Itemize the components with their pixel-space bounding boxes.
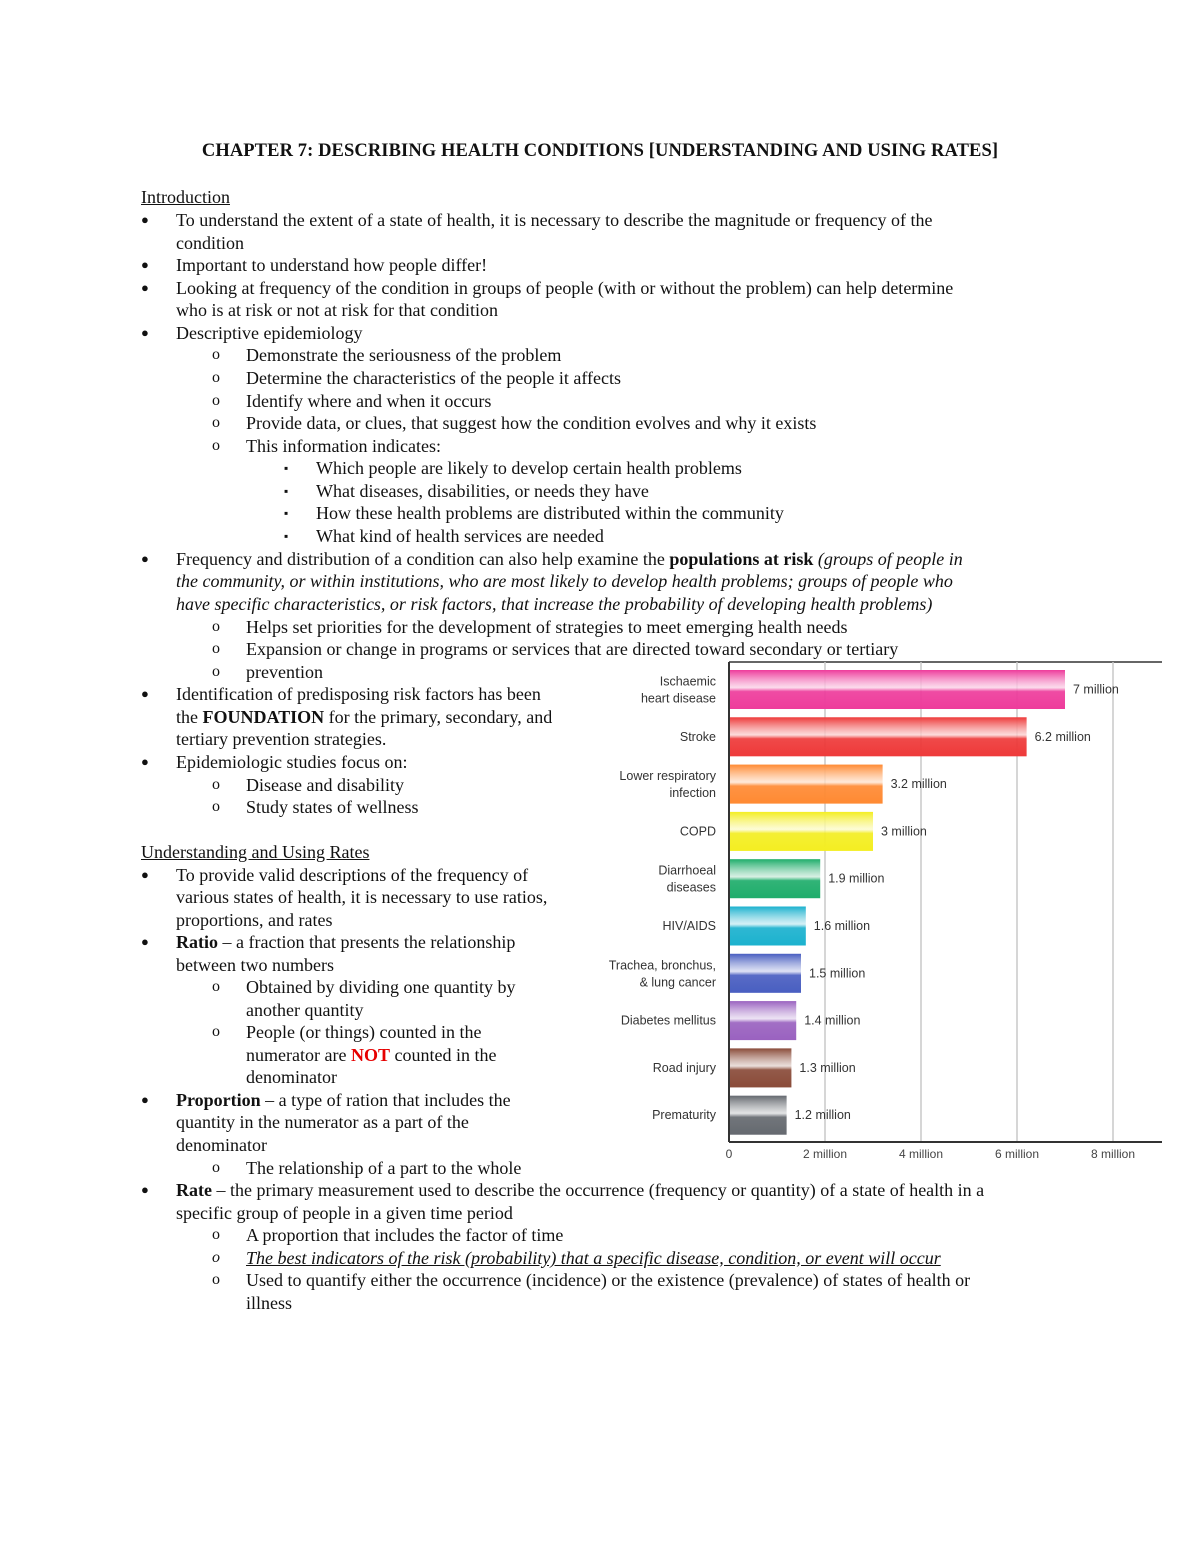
category-label: Lower respiratory [619, 769, 716, 784]
intro-b4-sub: Determine the characteristics of the people it affects [246, 368, 621, 388]
not-emphasis: NOT [350, 1045, 390, 1065]
intro-b5-sub: prevention [246, 662, 323, 682]
ratio-sub2-text: numerator are [246, 1045, 351, 1065]
bar-value-label: 1.9 million [828, 871, 885, 886]
sub-bullet-icon: o [212, 1249, 220, 1266]
intro-b4: Descriptive epidemiology [176, 323, 363, 343]
rate-sub3-line1: Used to quantify either the occurrence (incidence) or the existence (prevalence) of states of health or [246, 1270, 971, 1290]
sub-bullet-icon: o [212, 346, 220, 363]
category-label: Diarrhoeal [658, 863, 716, 878]
intro-b5-text: Frequency and distribution of a condition can also help examine the [176, 549, 670, 569]
bar-tint [729, 812, 873, 851]
intro-b7-sub: Study states of wellness [246, 797, 419, 817]
square-bullet-icon: ▪ [284, 484, 289, 498]
sub-bullet-icon: o [212, 663, 220, 680]
sub-bullet-icon: o [212, 618, 220, 635]
bar-value-label: 7 million [1073, 682, 1119, 697]
category-label: Prematurity [652, 1108, 716, 1123]
causes-of-death-bar-chart [596, 658, 1170, 1168]
x-tick-label: 4 million [898, 1147, 944, 1161]
page-title: CHAPTER 7: DESCRIBING HEALTH CONDITIONS [UNDERSTANDING AND USING RATES] [201, 141, 999, 161]
bar-tint [729, 907, 806, 946]
x-tick-label: 6 million [994, 1147, 1040, 1161]
intro-b4-sub: This information indicates: [246, 436, 441, 456]
ratio-sub1-line2: another quantity [246, 1000, 364, 1020]
ratio-text: – a fraction that presents the relationship [218, 932, 516, 952]
bar-value-label: 1.2 million [794, 1108, 851, 1123]
bullet-icon: ● [141, 934, 149, 949]
proportion-line3: denominator [176, 1135, 267, 1155]
proportion-line2: quantity in the numerator as a part of the [176, 1112, 469, 1132]
ratio-sub2-line3: denominator [246, 1067, 337, 1087]
sub-bullet-icon: o [212, 1226, 220, 1243]
bullet-icon: ● [141, 551, 149, 566]
bullet-icon: ● [141, 1092, 149, 1107]
category-label: & lung cancer [639, 975, 716, 990]
bar-value-label: 1.3 million [799, 1060, 856, 1075]
proportion-text: – a type of ration that includes the [260, 1090, 511, 1110]
category-label: heart disease [640, 691, 716, 706]
bar-tint [729, 765, 883, 804]
sub-bullet-icon: o [212, 1159, 220, 1176]
bar-value-label: 1.4 million [804, 1013, 861, 1028]
ratio-sub2-line1: People (or things) counted in the [246, 1022, 482, 1042]
intro-b6-line3: tertiary prevention strategies. [176, 729, 387, 749]
intro-b5-line1 [176, 548, 963, 571]
square-bullet-icon: ▪ [284, 461, 289, 475]
category-label: infection [669, 786, 716, 801]
intro-b4-subsub: Which people are likely to develop certain health problems [316, 458, 742, 478]
intro-b5-line2: the community, or within institutions, who are most likely to develop health problems; groups of people who [176, 571, 953, 591]
intro-b1-line1: To understand the extent of a state of health, it is necessary to describe the magnitude or frequency of the [176, 210, 933, 230]
ratio-line1 [176, 931, 515, 954]
category-label: HIV/AIDS [662, 919, 716, 933]
square-bullet-icon: ▪ [284, 529, 289, 543]
ratio-sub2-line2 [246, 1044, 496, 1067]
bullet-icon: ● [141, 867, 149, 882]
sub-bullet-icon: o [212, 1023, 220, 1040]
sub-bullet-icon: o [212, 1271, 220, 1288]
rate-line2: specific group of people in a given time period [176, 1203, 513, 1223]
rate-sub1: A proportion that includes the factor of time [246, 1225, 564, 1245]
rate-term: Rate [176, 1180, 212, 1200]
rates-b1-line3: proportions, and rates [176, 910, 333, 930]
sub-bullet-icon: o [212, 392, 220, 409]
bar-value-label: 3.2 million [890, 777, 947, 792]
sub-bullet-icon: o [212, 437, 220, 454]
bullet-icon: ● [141, 686, 149, 701]
intro-b4-sub: Demonstrate the seriousness of the problem [246, 345, 562, 365]
category-label: COPD [679, 824, 716, 839]
intro-b5-italic: (groups of people in [813, 549, 963, 569]
bar-tint [729, 1001, 796, 1040]
rates-b1-line2: various states of health, it is necessary to use ratios, [176, 887, 548, 907]
rate-line1 [176, 1179, 984, 1202]
ratio-term: Ratio [176, 932, 218, 952]
populations-at-risk-term: populations at risk [669, 549, 814, 569]
bar-tint [729, 717, 1027, 756]
ratio-sub2-text: counted in the [389, 1045, 497, 1065]
intro-b4-sub: Identify where and when it occurs [246, 391, 492, 411]
intro-b4-subsub: How these health problems are distributed within the community [316, 503, 784, 523]
bar-value-label: 3 million [881, 824, 927, 839]
rate-sub3-line2: illness [246, 1293, 293, 1313]
sub-bullet-icon: o [212, 978, 220, 995]
category-label: Ischaemic [659, 674, 716, 689]
intro-b5-sub: Expansion or change in programs or services that are directed toward secondary or tertiary [246, 639, 899, 659]
intro-b6-line2 [176, 706, 552, 729]
rate-sub2: The best indicators of the risk (probability) that a specific disease, condition, or event will occur [246, 1248, 941, 1268]
category-label: diseases [666, 880, 716, 895]
x-tick-label: 2 million [802, 1147, 848, 1161]
intro-b4-subsub: What diseases, disabilities, or needs they have [316, 481, 649, 501]
bar-tint [729, 1048, 791, 1087]
bullet-icon: ● [141, 257, 149, 272]
ratio-line2: between two numbers [176, 955, 334, 975]
category-label: Stroke [679, 729, 716, 744]
bar-tint [729, 859, 820, 898]
sub-bullet-icon: o [212, 414, 220, 431]
category-label: Trachea, bronchus, [608, 958, 716, 973]
intro-b6-text: for the primary, secondary, and [324, 707, 553, 727]
bullet-icon: ● [141, 754, 149, 769]
foundation-term: FOUNDATION [202, 707, 325, 727]
intro-heading: Introduction [141, 187, 230, 207]
proportion-sub: The relationship of a part to the whole [246, 1158, 522, 1178]
proportion-line1 [176, 1089, 511, 1112]
sub-bullet-icon: o [212, 369, 220, 386]
bar-tint [729, 1096, 787, 1135]
ratio-sub1-line1: Obtained by dividing one quantity by [246, 977, 516, 997]
bullet-icon: ● [141, 1182, 149, 1197]
intro-b1-line2: condition [176, 233, 244, 253]
intro-b7-sub: Disease and disability [246, 775, 404, 795]
intro-b3-line1: Looking at frequency of the condition in groups of people (with or without the problem) can help determine [176, 278, 954, 298]
sub-bullet-icon: o [212, 798, 220, 815]
intro-b2: Important to understand how people differ! [176, 255, 488, 275]
intro-b6-text: the [176, 707, 203, 727]
intro-b4-subsub: What kind of health services are needed [316, 526, 604, 546]
intro-b5-line3: have specific characteristics, or risk factors, that increase the probability of developing health problems) [176, 594, 933, 614]
bar-value-label: 1.6 million [813, 919, 871, 933]
bullet-icon: ● [141, 325, 149, 340]
bar-value-label: 6.2 million [1034, 729, 1091, 744]
bar-value-label: 1.5 million [809, 966, 866, 981]
rates-heading: Understanding and Using Rates [141, 842, 370, 862]
sub-bullet-icon: o [212, 776, 220, 793]
proportion-term: Proportion [176, 1090, 261, 1110]
x-tick-label: 0 [725, 1147, 733, 1161]
bar-tint [729, 954, 801, 993]
sub-bullet-icon: o [212, 640, 220, 657]
bar-tint [729, 670, 1065, 709]
bullet-icon: ● [141, 280, 149, 295]
category-label: Road injury [652, 1060, 716, 1075]
rate-text: – the primary measurement used to describe the occurrence (frequency or quantity) of a state of health in a [211, 1180, 985, 1200]
intro-b6-line1: Identification of predisposing risk factors has been [176, 684, 541, 704]
x-tick-label: 8 million [1090, 1147, 1136, 1161]
intro-b4-sub: Provide data, or clues, that suggest how the condition evolves and why it exists [246, 413, 817, 433]
square-bullet-icon: ▪ [284, 506, 289, 520]
rates-b1-line1: To provide valid descriptions of the frequency of [176, 865, 529, 885]
intro-b7: Epidemiologic studies focus on: [176, 752, 408, 772]
category-label: Diabetes mellitus [620, 1013, 716, 1028]
intro-b3-line2: who is at risk or not at risk for that condition [176, 300, 498, 320]
bullet-icon: ● [141, 212, 149, 227]
intro-b5-sub: Helps set priorities for the development of strategies to meet emerging health needs [246, 617, 848, 637]
